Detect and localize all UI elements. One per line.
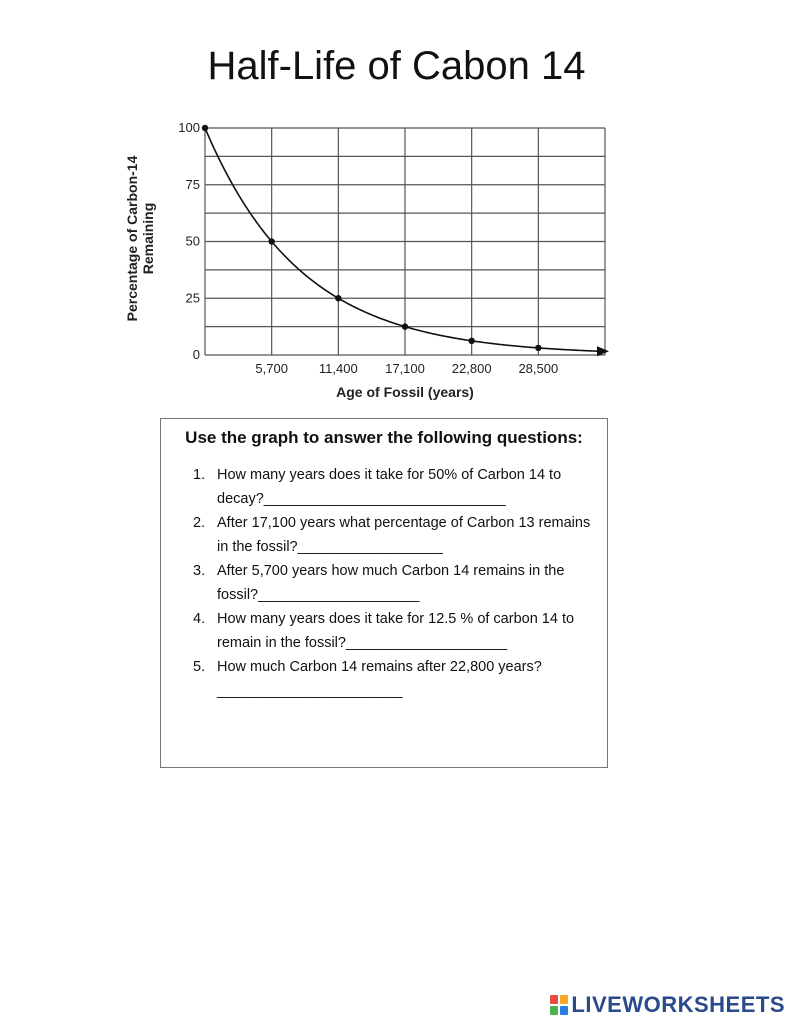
data-point xyxy=(535,345,541,351)
question-item xyxy=(193,511,593,559)
data-point xyxy=(335,295,341,301)
data-points xyxy=(202,125,542,351)
decay-curve xyxy=(205,128,599,351)
question-item xyxy=(193,463,593,511)
page-title: Half-Life of Cabon 14 xyxy=(207,44,586,88)
question-text: How many years does it take for 12.5 % of carbon 14 to remain in the fossil?____________________ xyxy=(217,611,575,651)
liveworksheets-logo-icon xyxy=(550,995,568,1015)
question-number: 1. xyxy=(193,467,206,483)
y-tick-label: 0 xyxy=(192,347,200,362)
question-number: 3. xyxy=(193,563,206,579)
data-point xyxy=(402,323,408,329)
x-tick-label: 28,500 xyxy=(518,361,559,376)
question-item xyxy=(193,607,593,655)
brand-text: LIVEWORKSHEETS xyxy=(571,992,785,1017)
question-number: 5. xyxy=(193,659,206,675)
question-item xyxy=(193,559,593,607)
question-item xyxy=(193,655,593,703)
questions-box xyxy=(160,418,608,768)
x-tick-label: 11,400 xyxy=(318,361,358,376)
x-tick-label: 22,800 xyxy=(451,361,492,376)
question-text: After 5,700 years how much Carbon 14 remains in the fossil?____________________ xyxy=(217,563,565,603)
chart-grid xyxy=(205,128,605,355)
question-text: How much Carbon 14 remains after 22,800 years?_______________________ xyxy=(217,659,542,699)
x-axis-title: Age of Fossil (years) xyxy=(336,384,474,400)
questions-heading: Use the graph to answer the following questions: xyxy=(185,428,583,447)
question-number: 4. xyxy=(193,611,206,627)
x-tick-label: 5,700 xyxy=(255,361,288,376)
questions-list xyxy=(193,463,593,703)
x-tick-label: 17,100 xyxy=(385,361,425,376)
y-tick-labels xyxy=(178,120,200,362)
y-tick-label: 75 xyxy=(185,176,200,192)
y-tick-label: 50 xyxy=(185,233,200,249)
data-point xyxy=(468,338,474,344)
question-text: After 17,100 years what percentage of Carbon 13 remains in the fossil?__________________ xyxy=(217,515,591,555)
y-axis-title: Percentage of Carbon-14Remaining xyxy=(124,155,156,322)
liveworksheets-brand[interactable] xyxy=(550,992,785,1018)
data-point xyxy=(268,238,274,244)
x-tick-labels xyxy=(255,361,558,376)
question-text: How many years does it take for 50% of Carbon 14 to decay?______________________________ xyxy=(217,467,562,507)
half-life-chart xyxy=(115,115,615,410)
data-point xyxy=(202,125,208,131)
y-tick-label: 100 xyxy=(178,120,200,135)
y-tick-label: 25 xyxy=(185,290,200,306)
question-number: 2. xyxy=(193,515,206,531)
